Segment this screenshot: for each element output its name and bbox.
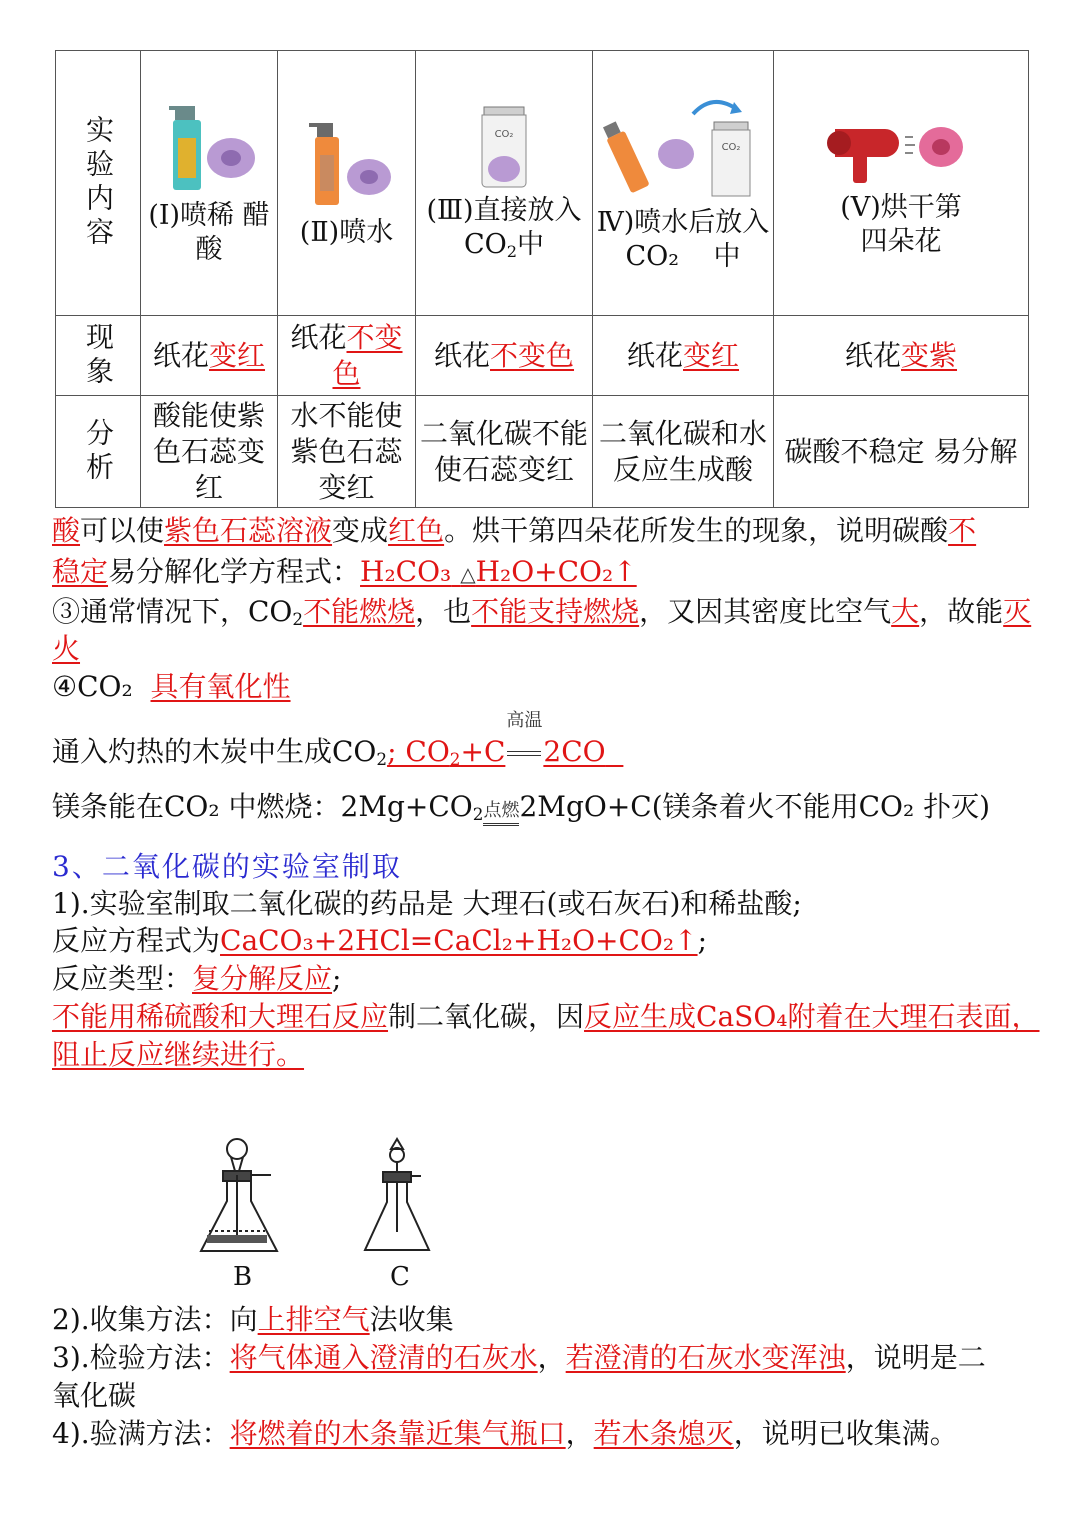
gas-jar-flower-icon [444, 105, 564, 190]
experiment-table [55, 50, 1029, 508]
experiment-2: (Ⅱ)喷水 [278, 51, 416, 316]
section-heading: 3、二氧化碳的实验室制取 [52, 850, 402, 883]
section-line-5: 阻止反应继续进行。 [52, 1038, 305, 1071]
experiment-1: (I)喷稀 醋 酸 [141, 51, 278, 316]
paragraph-co2-props-line2: 火 [52, 632, 81, 665]
analysis-4: 二氧化碳和水反应生成酸 [593, 396, 774, 508]
header-phenomenon: 现象 [56, 316, 141, 396]
header-analysis: 分析 [56, 396, 141, 508]
analysis-1: 酸能使紫色石蕊变红 [141, 396, 278, 508]
collection-method: 2).收集方法：向上排空气法收集 [52, 1303, 454, 1336]
section-line-3: 反应类型：复分解反应; [52, 962, 342, 995]
full-check-method: 4).验满方法：将燃着的木条靠近集气瓶口，若木条熄灭，说明已收集满。 [52, 1417, 958, 1450]
content-row [56, 51, 1029, 316]
phenomenon-3: 纸花不变色 [416, 316, 593, 396]
apparatus-b-label: B [233, 1262, 253, 1292]
spray-bottle-flower-icon [287, 117, 407, 212]
experiment-5: (Ⅴ)烘干第 四朵花 [774, 51, 1029, 316]
test-method-line1: 3).检验方法：将气体通入澄清的石灰水，若澄清的石灰水变浑浊，说明是二 [52, 1341, 986, 1374]
section-line-1: 1).实验室制取二氧化碳的药品是 大理石(或石灰石)和稀盐酸; [52, 887, 802, 920]
spray-bottle-flower-icon [149, 100, 269, 195]
paragraph-acid-line2: 稳定易分解化学方程式：H₂CO₃ △H₂O+CO₂↑ [52, 555, 637, 588]
analysis-2: 水不能使紫色石蕊变红 [278, 396, 416, 508]
paragraph-oxidizing: ④CO₂ 具有氧化性 [52, 670, 291, 703]
paragraph-acid-line1: 酸可以使紫色石蕊溶液变成红色。烘干第四朵花所发生的现象，说明碳酸不 [52, 514, 977, 547]
phenomenon-row [56, 316, 1029, 396]
analysis-3: 二氧化碳不能使石蕊变红 [416, 396, 593, 508]
apparatus-diagram [195, 1135, 455, 1260]
apparatus-c-label: C [390, 1262, 410, 1292]
paragraph-magnesium-reaction: 镁条能在CO₂ 中燃烧：$2Mg+CO_2$点燃2MgO+C(镁条着火不能用CO₂ 扑灭) [52, 790, 991, 825]
apparatus-c-icon [365, 1139, 429, 1250]
hair-dryer-flower-icon [821, 107, 981, 187]
header-content: 实验内容 [56, 51, 141, 316]
section-line-2: 反应方程式为CaCO₃+2HCl=CaCl₂+H₂O+CO₂↑; [52, 924, 708, 957]
paragraph-co2-props-line1: ③通常情况下，$CO_2$不能燃烧，也不能支持燃烧，又因其密度比空气大，故能灭 [52, 595, 1032, 630]
experiment-4: CO₂ Ⅳ)喷水后放入 CO₂ 中 [593, 51, 774, 316]
analysis-row [56, 396, 1029, 508]
phenomenon-4: 纸花变红 [593, 316, 774, 396]
spray-then-jar-icon [598, 92, 768, 202]
phenomenon-2: 纸花不变色 [278, 316, 416, 396]
section-line-4: 不能用稀硫酸和大理石反应制二氧化碳，因反应生成CaSO₄附着在大理石表面， [52, 1000, 1040, 1033]
analysis-5: 碳酸不稳定 易分解 [774, 396, 1029, 508]
decomposition-equation: H₂CO₃ △H₂O+CO₂↑ [360, 555, 637, 588]
paragraph-carbon-reaction: 通入灼热的木炭中生成$CO_2$; $CO_2+C$ 高温 2CO [52, 710, 606, 770]
apparatus-b-icon [201, 1139, 277, 1251]
experiment-3: CO₂ (Ⅲ)直接放入 $CO_2$中 [416, 51, 593, 316]
test-method-line2: 氧化碳 [52, 1379, 137, 1412]
jar-label: CO₂ [494, 128, 514, 140]
phenomenon-5: 纸花变紫 [774, 316, 1029, 396]
jar-label: CO₂ [721, 142, 741, 153]
phenomenon-1: 纸花变红 [141, 316, 278, 396]
